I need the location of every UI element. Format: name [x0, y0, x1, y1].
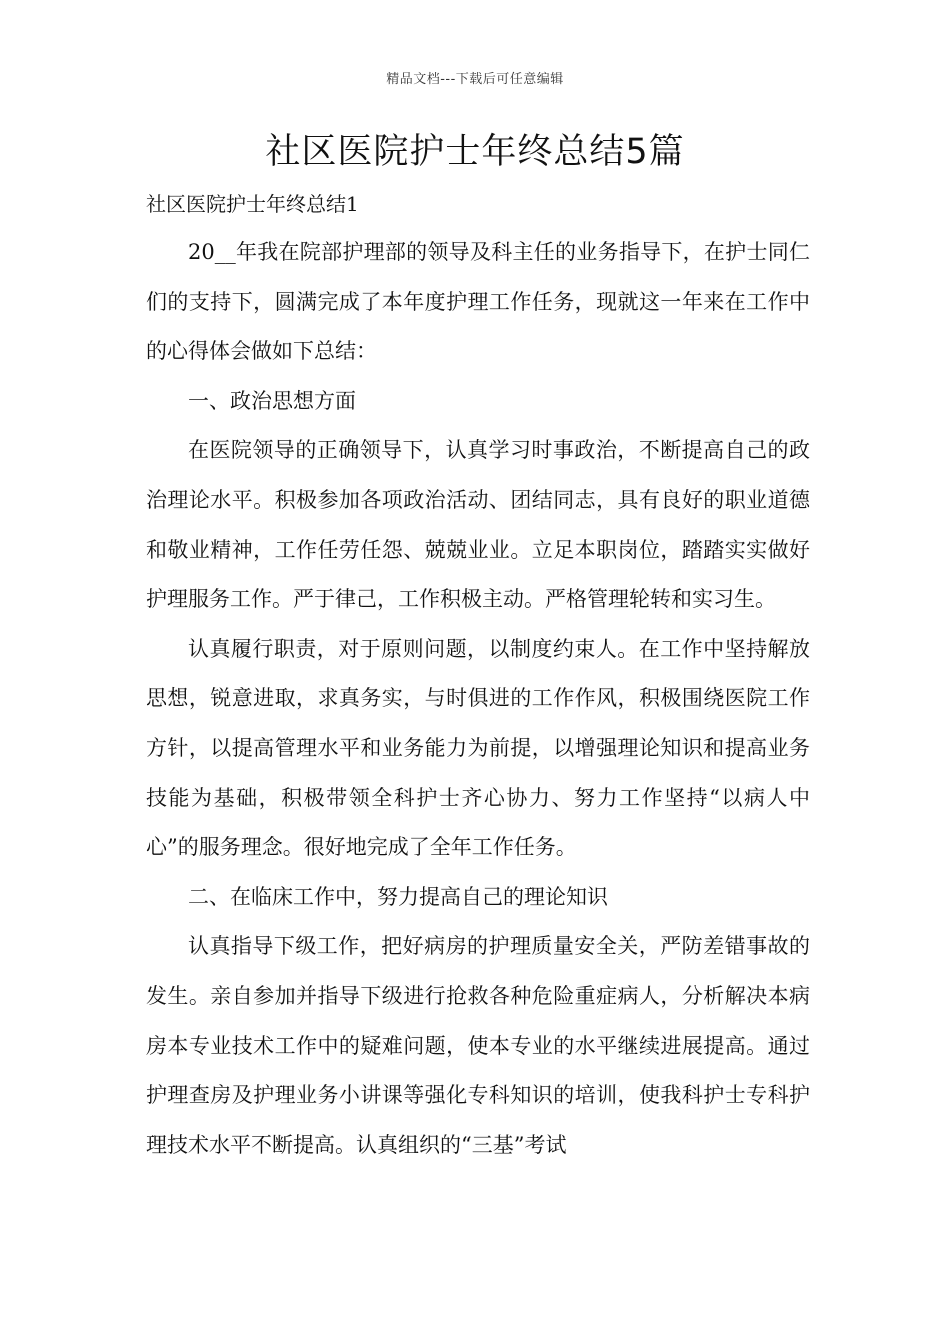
section-paragraph: 认真履行职责，对于原则问题，以制度约束人。在工作中坚持解放思想，锐意进取，求真务实，与时俱进的工作作风，积极围绕医院工作方针，以提高管理水平和业务能力为前提，以增强理论知识和提高业务技能为基础，积极带领全科护士齐心协力、努力工作坚持“以病人中心”的服务理念。很好地完成了全年工作任务。: [146, 636, 810, 860]
document-title: 社区医院护士年终总结5篇: [265, 132, 685, 172]
section-heading-clinical: 二、在临床工作中，努力提高自己的理论知识: [188, 884, 608, 909]
document-subtitle: 社区医院护士年终总结1: [146, 192, 359, 216]
section-paragraph: 认真指导下级工作，把好病房的护理质量安全关，严防差错事故的发生。亲自参加并指导下级进行抢救各种危险重症病人，分析解决本病房本专业技术工作中的疑难问题，使本专业的水平继续进展提高。通过护理查房及护理业务小讲课等强化专科知识的培训，使我科护士专科护理技术水平不断提高。认真组织的“三基”考试: [146, 934, 810, 1157]
section-heading-politics: 一、政治思想方面: [188, 388, 356, 413]
section-paragraph: 在医院领导的正确领导下，认真学习时事政治，不断提高自己的政治理论水平。积极参加各项政治活动、团结同志，具有良好的职业道德和敬业精神，工作任劳任怨、兢兢业业。立足本职岗位，踏踏实实做好护理服务工作。严于律己，工作积极主动。严格管理轮转和实习生。: [146, 438, 810, 612]
document-body: [146, 228, 810, 1170]
intro-paragraph: 20__年我在院部护理部的领导及科主任的业务指导下，在护士同仁们的支持下，圆满完成了本年度护理工作任务，现就这一年来在工作中的心得体会做如下总结：: [146, 240, 810, 364]
header-note: 精品文档---下载后可任意编辑: [386, 72, 564, 87]
